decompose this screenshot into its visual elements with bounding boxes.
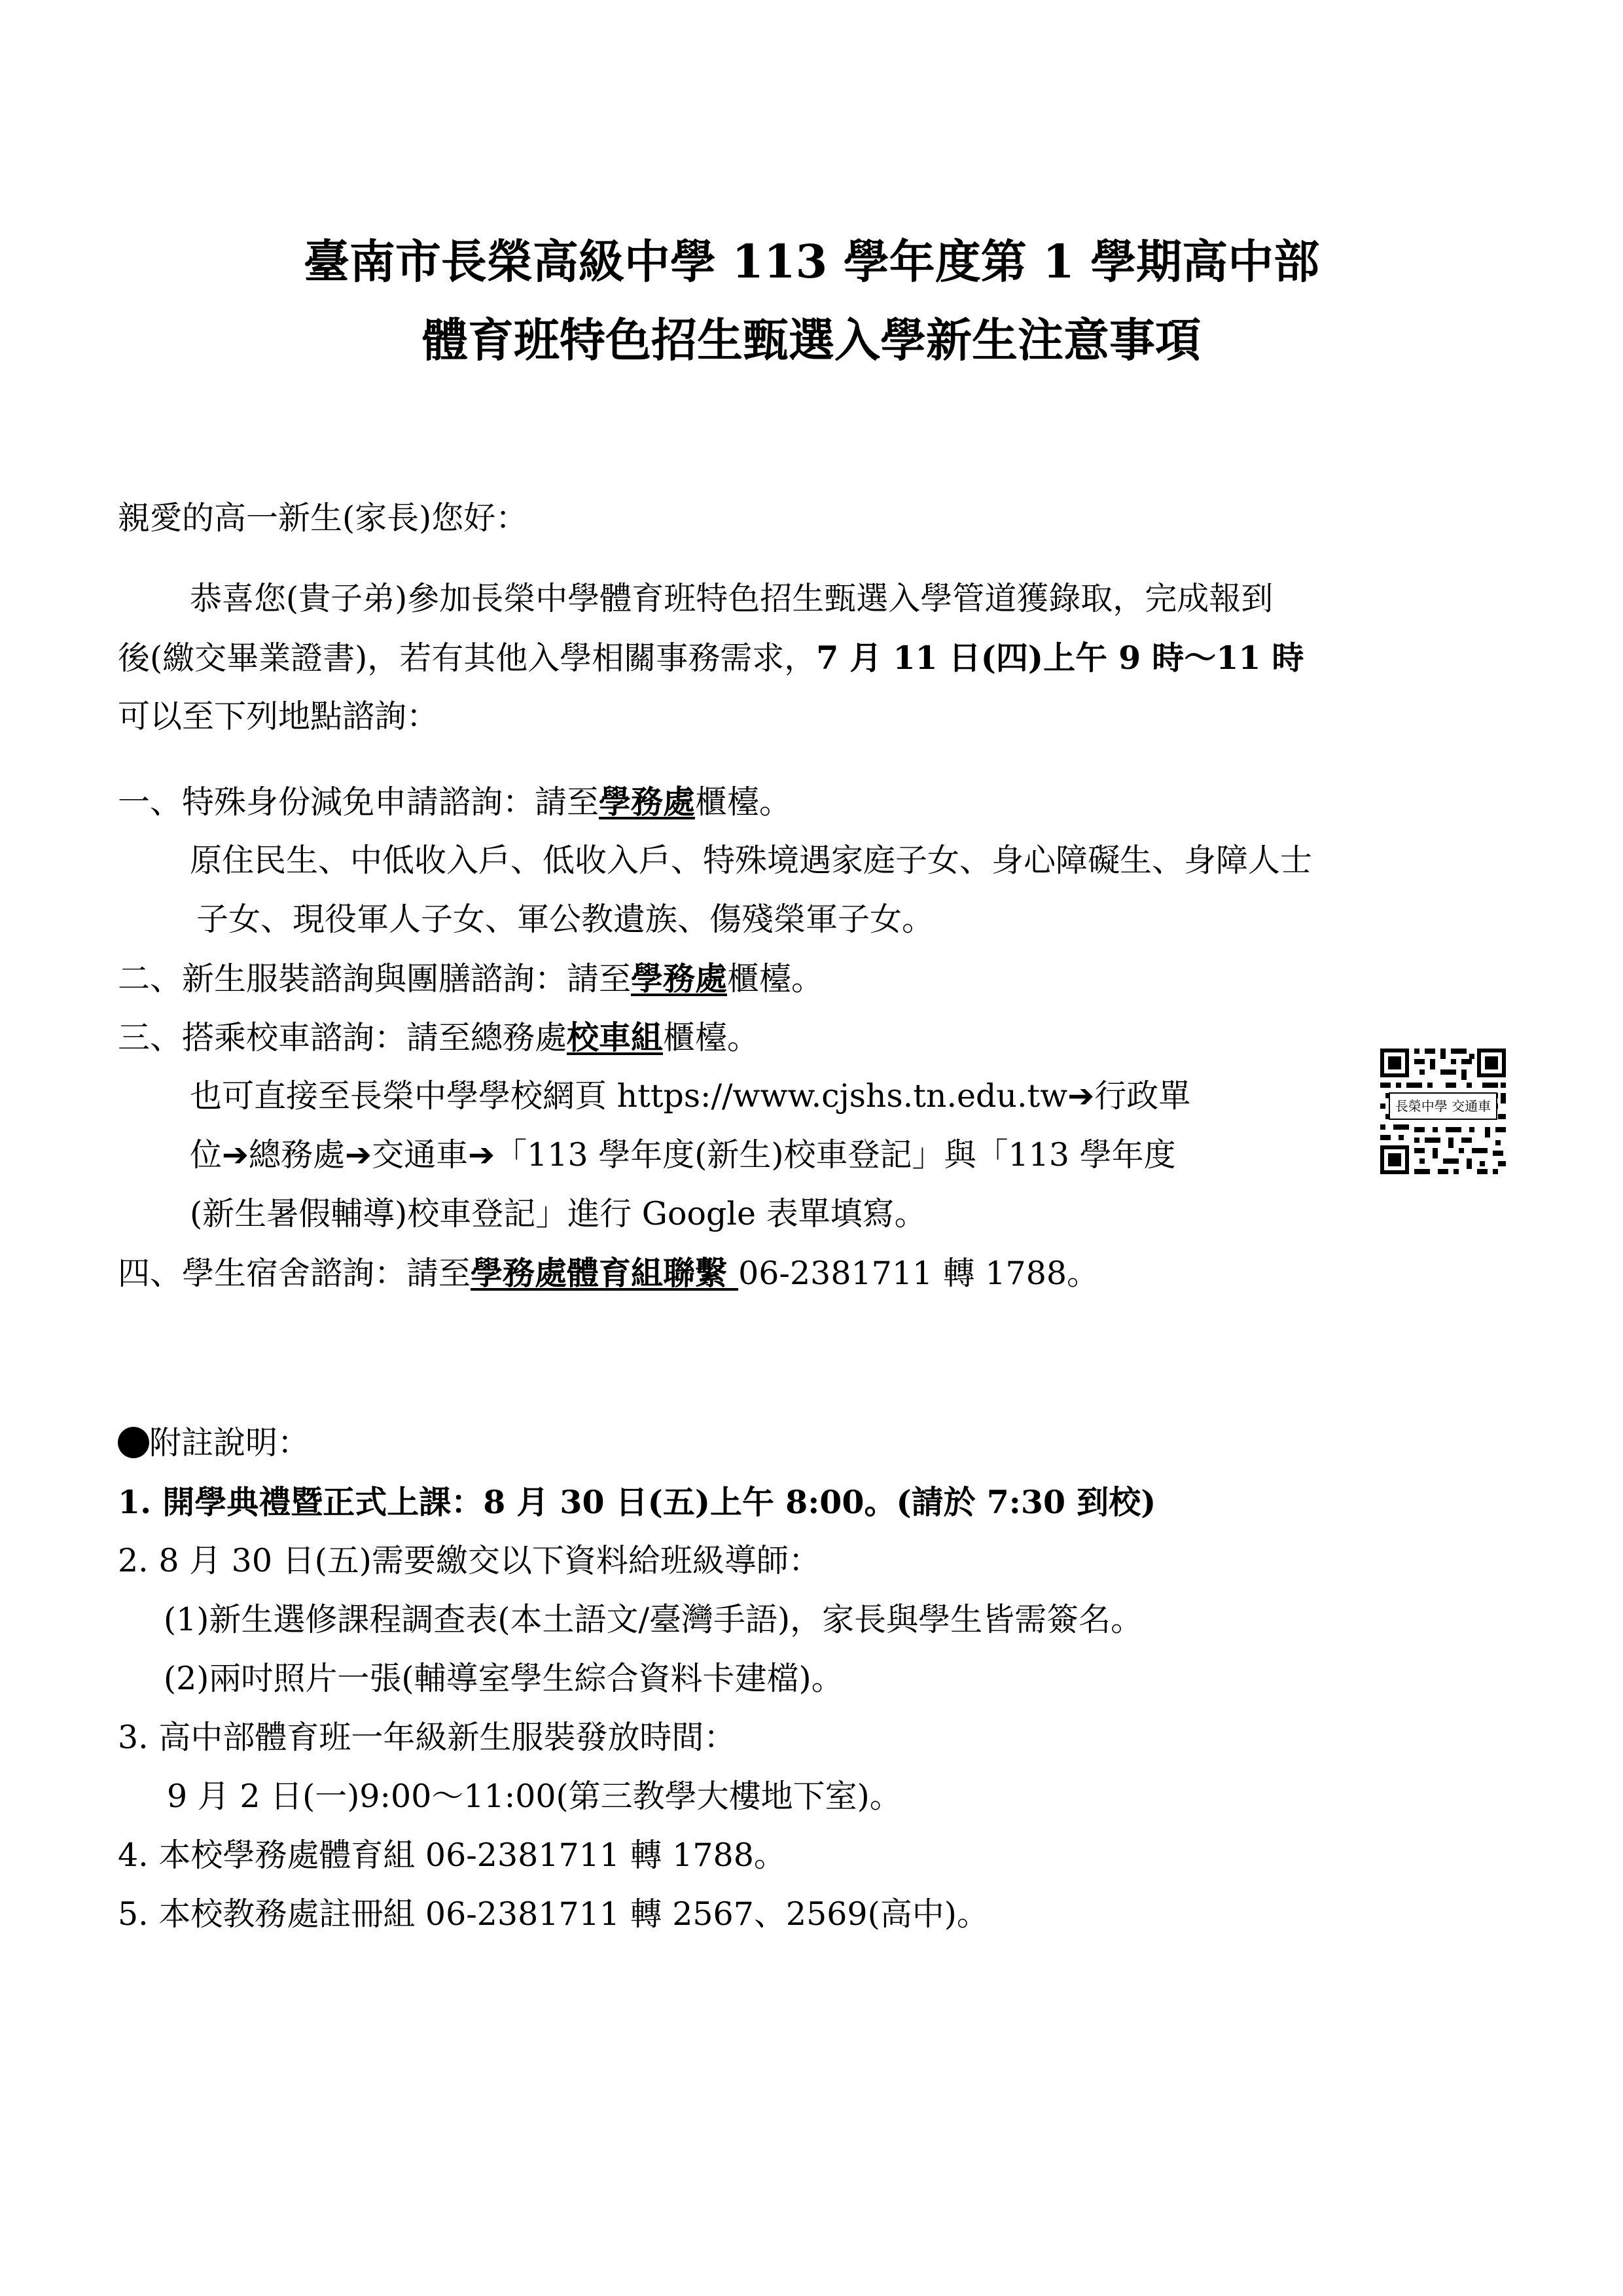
item-4-suffix: 06-2381711 轉 1788。: [738, 1255, 1099, 1292]
note-3-a: 9 月 2 日(一)9:00～11:00(第三教學大樓地下室)。: [167, 1778, 902, 1815]
note-4: 4. 本校學務處體育組 06-2381711 轉 1788。: [118, 1837, 786, 1874]
item-1-suffix: 櫃檯。: [695, 783, 792, 821]
intro-line-2-text: 後(繳交畢業證書)，若有其他入學相關事務需求，: [118, 639, 817, 677]
item-3-suffix: 櫃檯。: [663, 1019, 760, 1056]
item-4: [118, 1253, 1099, 1293]
item-1-prefix: 一、特殊身份減免申請諮詢：請至: [118, 783, 599, 821]
item-3-office: 校車組: [567, 1018, 664, 1056]
bullet-icon: [118, 1427, 149, 1458]
intro-line-3: 可以至下列地點諮詢：: [118, 698, 439, 735]
intro-line-2: [118, 638, 1304, 678]
item-1: [118, 782, 791, 822]
item-4-prefix: 四、學生宿舍諮詢：請至: [118, 1255, 471, 1292]
item-3-detail-3: (新生暑假輔導)校車登記」進行 Google 表單填寫。: [190, 1195, 927, 1232]
item-2: [118, 959, 823, 999]
intro-line-1: 恭喜您(貴子弟)參加長榮中學體育班特色招生甄選入學管道獲錄取，完成報到: [190, 580, 1274, 617]
note-2-b: (2)兩吋照片一張(輔導室學生綜合資料卡建檔)。: [164, 1660, 844, 1697]
notes-heading: [118, 1424, 310, 1463]
item-1-detail-2: 子女、現役軍人子女、軍公教遺族、傷殘榮軍子女。: [196, 901, 935, 938]
note-2-a: (1)新生選修課程調查表(本土語文/臺灣手語)，家長與學生皆需簽名。: [164, 1601, 1143, 1638]
greeting: 親愛的高一新生(家長)您好：: [118, 499, 528, 537]
item-2-prefix: 二、新生服裝諮詢與團膳諮詢：請至: [118, 960, 632, 997]
item-1-office: 學務處: [599, 783, 696, 821]
note-1: 1. 開學典禮暨正式上課：8 月 30 日(五)上午 8:00。(請於 7:30 到校): [118, 1483, 1156, 1521]
item-2-office: 學務處: [631, 960, 728, 997]
item-1-detail-1: 原住民生、中低收入戶、低收入戶、特殊境遇家庭子女、身心障礙生、身障人士: [190, 842, 1313, 879]
item-4-office: 學務處體育組聯繫: [471, 1254, 739, 1292]
note-5: 5. 本校教務處註冊組 06-2381711 轉 2567、2569(高中)。: [118, 1895, 989, 1933]
qr-code-icon: [1378, 1046, 1508, 1177]
page-title-line-1: 臺南市長榮高級中學 113 學年度第 1 學期高中部: [303, 234, 1320, 289]
note-3: 3. 高中部體育班一年級新生服裝發放時間：: [118, 1719, 736, 1756]
consult-time: 7 月 11 日(四)上午 9 時～11 時: [816, 639, 1304, 677]
notes-heading-text: 附註說明：: [149, 1424, 310, 1462]
item-3: [118, 1018, 759, 1058]
item-2-suffix: 櫃檯。: [727, 960, 824, 997]
page-title-line-2: 體育班特色招生甄選入學新生注意事項: [422, 313, 1201, 367]
note-2: 2. 8 月 30 日(五)需要繳交以下資料給班級導師：: [118, 1542, 821, 1579]
item-3-detail-1: 也可直接至長榮中學學校網頁 https://www.cjshs.tn.edu.tw➔行政單: [190, 1077, 1191, 1115]
item-3-detail-2: 位➔總務處➔交通車➔「113 學年度(新生)校車登記」與「113 學年度: [190, 1136, 1176, 1174]
qr-label: 長榮中學 交通車: [1395, 1098, 1491, 1114]
item-3-prefix: 三、搭乘校車諮詢：請至總務處: [118, 1019, 567, 1056]
shuttle-qr-code[interactable]: [1378, 1046, 1508, 1177]
